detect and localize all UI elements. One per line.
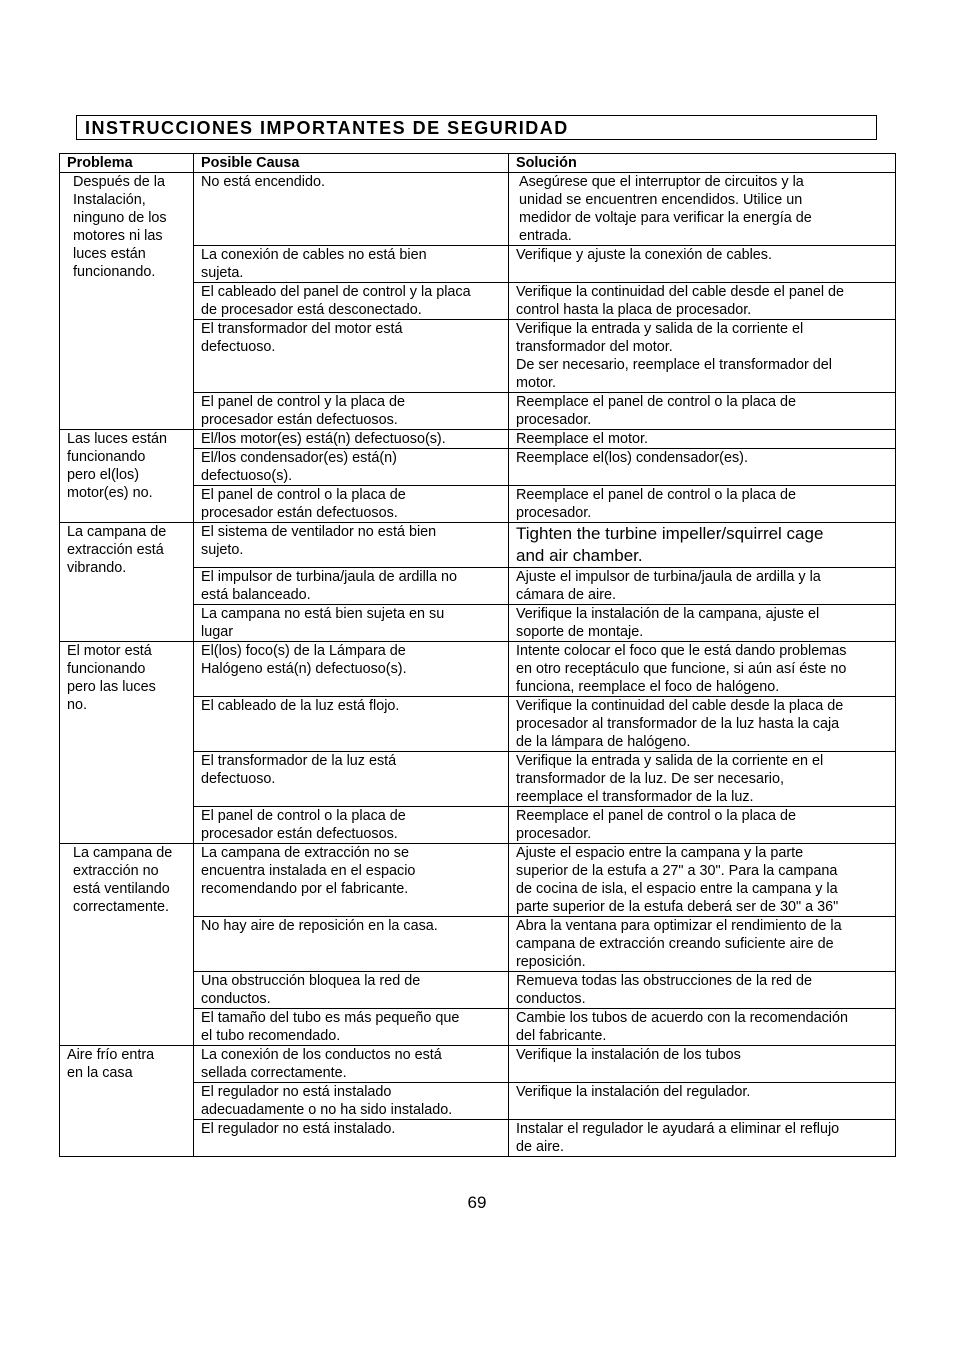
cause-cell: El transformador del motor está defectuoso. bbox=[194, 320, 509, 393]
header-cause: Posible Causa bbox=[194, 154, 509, 173]
solution-cell: Reemplace el panel de control o la placa de procesador. bbox=[509, 807, 896, 844]
cause-cell: La conexión de cables no está bien sujeta. bbox=[194, 246, 509, 283]
solution-cell: Verifique la instalación de los tubos bbox=[509, 1046, 896, 1083]
section-title-box bbox=[76, 115, 877, 140]
solution-cell: Verifique la entrada y salida de la corriente en el transformador de la luz. De ser necesario, reemplace el transformador de la luz. bbox=[509, 752, 896, 807]
table-row bbox=[60, 173, 896, 246]
header-solution: Solución bbox=[509, 154, 896, 173]
solution-cell: Intente colocar el foco que le está dando problemas en otro receptáculo que funcione, si aún así éste no funciona, reemplace el foco de halógeno. bbox=[509, 642, 896, 697]
table-row bbox=[60, 642, 896, 697]
solution-cell: Reemplace el(los) condensador(es). bbox=[509, 449, 896, 486]
solution-cell: Verifique la entrada y salida de la corriente el transformador del motor. De ser necesario, reemplace el transformador del motor. bbox=[509, 320, 896, 393]
solution-cell: Verifique y ajuste la conexión de cables. bbox=[509, 246, 896, 283]
cause-cell: La campana no está bien sujeta en su lugar bbox=[194, 605, 509, 642]
cause-cell: No está encendido. bbox=[194, 173, 509, 246]
cause-cell: El panel de control o la placa de procesador están defectuosos. bbox=[194, 486, 509, 523]
cause-cell: La conexión de los conductos no está sellada correctamente. bbox=[194, 1046, 509, 1083]
cause-cell: La campana de extracción no se encuentra instalada en el espacio recomendando por el fabricante. bbox=[194, 844, 509, 917]
troubleshooting-table bbox=[59, 153, 896, 1157]
cause-cell: El regulador no está instalado adecuadamente o no ha sido instalado. bbox=[194, 1083, 509, 1120]
solution-cell: Cambie los tubos de acuerdo con la recomendación del fabricante. bbox=[509, 1009, 896, 1046]
solution-cell: Instalar el regulador le ayudará a eliminar el reflujo de aire. bbox=[509, 1120, 896, 1157]
solution-cell: Reemplace el panel de control o la placa de procesador. bbox=[509, 486, 896, 523]
table-row bbox=[60, 523, 896, 568]
solution-cell: Ajuste el impulsor de turbina/jaula de ardilla y la cámara de aire. bbox=[509, 568, 896, 605]
cause-cell: El cableado de la luz está flojo. bbox=[194, 697, 509, 752]
cause-cell: El panel de control y la placa de procesador están defectuosos. bbox=[194, 393, 509, 430]
solution-cell: Reemplace el motor. bbox=[509, 430, 896, 449]
problem-cell: Aire frío entra en la casa bbox=[60, 1046, 194, 1157]
cause-cell: No hay aire de reposición en la casa. bbox=[194, 917, 509, 972]
table-row bbox=[60, 844, 896, 917]
solution-cell: Asegúrese que el interruptor de circuitos y la unidad se encuentren encendidos. Utilice un medidor de voltaje para verificar la energía de entrada. bbox=[509, 173, 896, 246]
section-title: INSTRUCCIONES IMPORTANTES DE SEGURIDAD bbox=[85, 118, 569, 138]
cause-cell: El/los condensador(es) está(n) defectuoso(s). bbox=[194, 449, 509, 486]
cause-cell: El transformador de la luz está defectuoso. bbox=[194, 752, 509, 807]
solution-cell: Reemplace el panel de control o la placa de procesador. bbox=[509, 393, 896, 430]
header-problem: Problema bbox=[60, 154, 194, 173]
cause-cell: Una obstrucción bloquea la red de conductos. bbox=[194, 972, 509, 1009]
solution-cell: Verifique la continuidad del cable desde el panel de control hasta la placa de procesador. bbox=[509, 283, 896, 320]
solution-cell: Remueva todas las obstrucciones de la red de conductos. bbox=[509, 972, 896, 1009]
cause-cell: El regulador no está instalado. bbox=[194, 1120, 509, 1157]
cause-cell: El/los motor(es) está(n) defectuoso(s). bbox=[194, 430, 509, 449]
solution-cell: Verifique la continuidad del cable desde la placa de procesador al transformador de la luz hasta la caja de la lámpara de halógeno. bbox=[509, 697, 896, 752]
problem-cell: La campana de extracción está vibrando. bbox=[60, 523, 194, 642]
solution-cell: Ajuste el espacio entre la campana y la parte superior de la estufa a 27" a 30". Para la campana de cocina de isla, el espacio entre la campana y la parte superior de la estufa deberá ser de 30" a 36" bbox=[509, 844, 896, 917]
cause-cell: El tamaño del tubo es más pequeño que el tubo recomendado. bbox=[194, 1009, 509, 1046]
problem-cell: Las luces están funcionando pero el(los) motor(es) no. bbox=[60, 430, 194, 523]
solution-cell: Verifique la instalación de la campana, ajuste el soporte de montaje. bbox=[509, 605, 896, 642]
page-number: 69 bbox=[467, 1193, 487, 1212]
table-row bbox=[60, 1046, 896, 1083]
cause-cell: El cableado del panel de control y la placa de procesador está desconectado. bbox=[194, 283, 509, 320]
solution-cell: Abra la ventana para optimizar el rendimiento de la campana de extracción creando suficiente aire de reposición. bbox=[509, 917, 896, 972]
cause-cell: El sistema de ventilador no está bien sujeto. bbox=[194, 523, 509, 568]
cause-cell: El panel de control o la placa de procesador están defectuosos. bbox=[194, 807, 509, 844]
table-row bbox=[60, 430, 896, 449]
problem-cell: La campana de extracción no está ventilando correctamente. bbox=[60, 844, 194, 1046]
cause-cell: El(los) foco(s) de la Lámpara de Halógeno está(n) defectuoso(s). bbox=[194, 642, 509, 697]
solution-cell: Verifique la instalación del regulador. bbox=[509, 1083, 896, 1120]
problem-cell: El motor está funcionando pero las luces no. bbox=[60, 642, 194, 844]
table-header-row bbox=[60, 154, 896, 173]
solution-cell: Tighten the turbine impeller/squirrel cage and air chamber. bbox=[509, 523, 896, 568]
cause-cell: El impulsor de turbina/jaula de ardilla no está balanceado. bbox=[194, 568, 509, 605]
problem-cell: Después de la Instalación, ninguno de los motores ni las luces están funcionando. bbox=[60, 173, 194, 430]
